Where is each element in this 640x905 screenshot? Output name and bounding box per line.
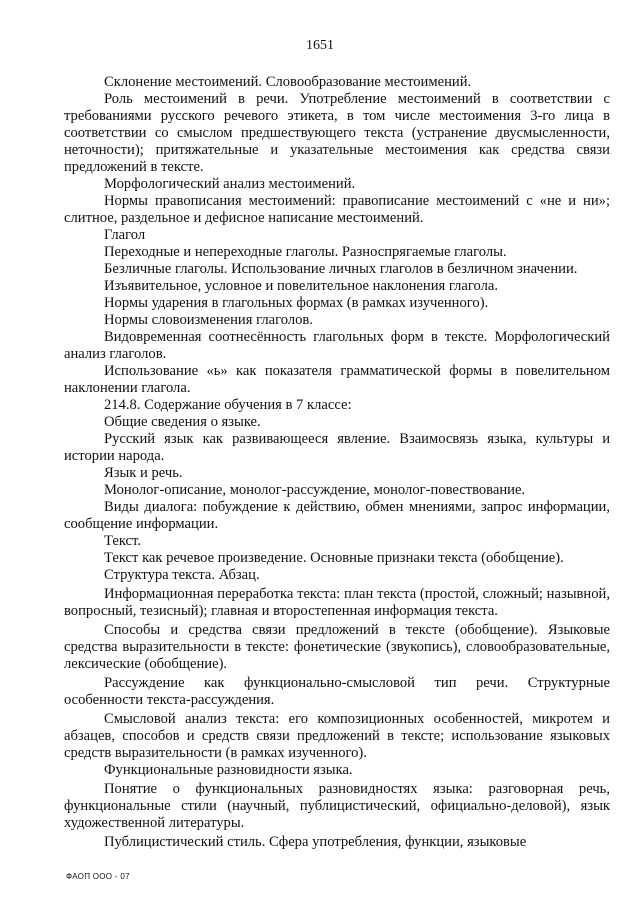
paragraph: Виды диалога: побуждение к действию, обмен мнениями, запрос информации, сообщение информации. (64, 499, 610, 532)
paragraph: Общие сведения о языке. (104, 414, 261, 430)
paragraph: Текст как речевое произведение. Основные признаки текста (обобщение). (104, 550, 564, 566)
paragraph: Безличные глаголы. Использование личных глаголов в безличном значении. (104, 261, 578, 277)
paragraph: Русский язык как развивающееся явление. Взаимосвязь языка, культуры и истории народа. (64, 431, 610, 464)
paragraph: Структура текста. Абзац. (104, 567, 260, 583)
paragraph: Монолог-описание, монолог-рассуждение, монолог-повествование. (104, 482, 526, 498)
paragraph: Видовременная соотнесённость глагольных форм в тексте. Морфологический анализ глаголов. (64, 329, 610, 362)
paragraph: Использование «ь» как показателя грамматической формы в повелительном наклонении глагола. (64, 363, 610, 396)
paragraph: Текст. (104, 533, 141, 549)
paragraph: Морфологический анализ местоимений. (104, 176, 356, 192)
paragraph: Роль местоимений в речи. Употребление местоимений в соответствии с требованиями русского речевого этикета, в том числе местоимения 3-го лица в соответствии со смыслом предшествующего текста (устранение двусмысленности, неточности); притяжательные и указательные местоимения как средства связи предложений в тексте. (64, 91, 610, 175)
paragraph: Функциональные разновидности языка. (104, 762, 353, 778)
paragraph: Переходные и непереходные глаголы. Разноспрягаемые глаголы. (104, 244, 507, 260)
paragraph: Способы и средства связи предложений в тексте (обобщение). Языковые средства выразительности в тексте: фонетические (звукопись), словообразовательные, лексические (обобщение). (64, 622, 610, 672)
paragraph: Рассуждение как функционально-смысловой тип речи. Структурные особенности текста-рассуждения. (64, 675, 610, 708)
paragraph: Смысловой анализ текста: его композиционных особенностей, микротем и абзацев, способов и средств связи предложений в тексте; использование языковых средств выразительности (в рамках изученного). (64, 711, 610, 761)
footer-code: ФАОП ООО - 07 (66, 872, 130, 881)
paragraph: Публицистический стиль. Сфера употребления, функции, языковые (104, 834, 527, 850)
section-heading: 214.8. Содержание обучения в 7 классе: (104, 397, 352, 413)
section-heading: Глагол (104, 227, 146, 243)
paragraph: Нормы ударения в глагольных формах (в рамках изученного). (104, 295, 489, 311)
paragraph: Информационная переработка текста: план текста (простой, сложный; назывной, вопросный, тезисный); главная и второстепенная информация текста. (64, 586, 610, 619)
paragraph: Нормы правописания местоимений: правописание местоимений с «не и ни»; слитное, раздельное и дефисное написание местоимений. (64, 193, 610, 226)
paragraph: Понятие о функциональных разновидностях языка: разговорная речь, функциональные стили (научный, публицистический, официально-деловой), язык художественной литературы. (64, 781, 610, 831)
page-number: 1651 (306, 38, 334, 53)
paragraph: Изъявительное, условное и повелительное наклонения глагола. (104, 278, 499, 294)
paragraph: Язык и речь. (104, 465, 183, 481)
paragraph: Нормы словоизменения глаголов. (104, 312, 313, 328)
paragraph: Склонение местоимений. Словообразование местоимений. (104, 74, 472, 90)
document-body (64, 74, 610, 851)
